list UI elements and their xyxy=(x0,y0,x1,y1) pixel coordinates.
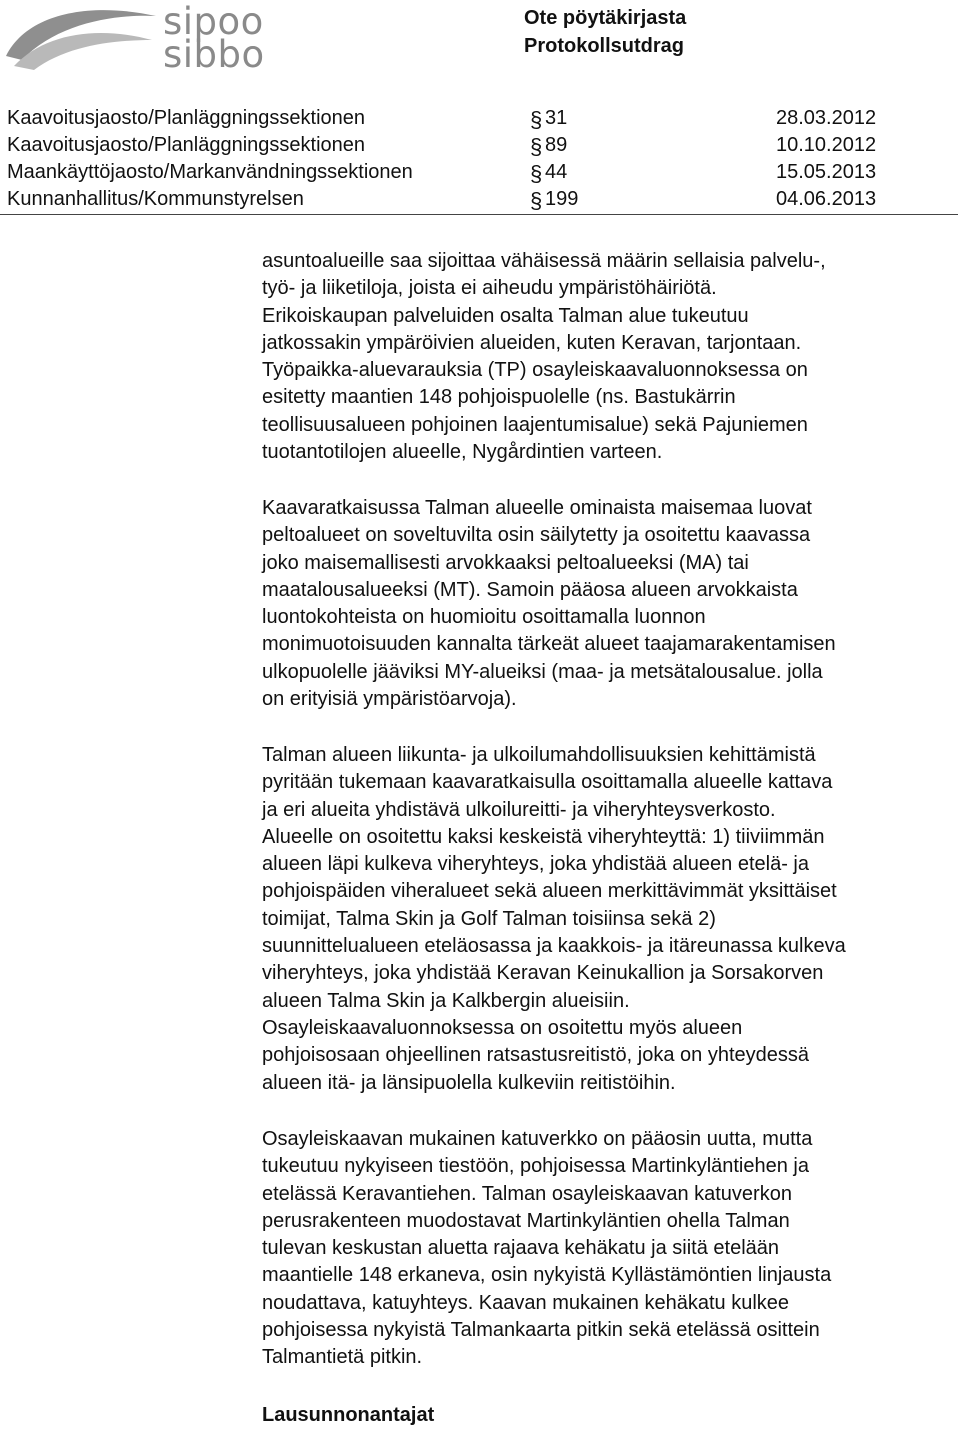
meeting-date: 15.05.2013 xyxy=(776,161,877,183)
document-type-finnish: Ote pöytäkirjasta xyxy=(524,7,687,29)
section-sign-icon xyxy=(530,132,544,159)
paragraph-number: 31 xyxy=(545,107,568,129)
meeting-row xyxy=(7,105,957,132)
meeting-row xyxy=(7,159,957,186)
section-sign-icon xyxy=(530,105,544,132)
paragraph-number: 89 xyxy=(545,134,568,156)
svg-text:§: § xyxy=(530,107,543,132)
paragraph-number: 44 xyxy=(545,161,568,183)
logo-text-swedish: sibbo xyxy=(163,33,265,76)
meeting-date: 04.06.2013 xyxy=(776,188,877,210)
meeting-date: 10.10.2012 xyxy=(776,134,877,156)
body-paragraph: Kaavaratkaisussa Talman alueelle ominaista maisemaa luovat peltoalueet on soveltuvilta osin säilytetty ja osoitettu kaavassa joko maisemallisesti arvokkaaksi peltoalueeksi (MA) tai maatalousalueeksi (MT). Samoin pääosa alueen arvokkaista luontokohteista on huomioitu osoittamalla luonnon monimuotoisuuden kannalta tärkeät alueet taajamarakentamisen ulkopuolelle jääviksi MY-alueiksi (maa- ja metsätalousalue. jolla on erityisiä ympäristöarvoja). xyxy=(262,497,836,711)
svg-text:§: § xyxy=(530,161,543,186)
meeting-row xyxy=(7,132,957,159)
section-heading: Lausunnonantajat xyxy=(262,1404,435,1426)
body-paragraph: asuntoalueille saa sijoittaa vähäisessä määrin sellaisia palvelu-, työ- ja liiketiloja, joista ei aiheudu ympäristöhäiriötä. Erikoiskaupan palveluiden osalta Talman alue tukeutuu jatkossakin ympäröivien alueiden, kuten Keravan, tarjontaan. Työpaikka-aluevarauksia (TP) osayleiskaavaluonnoksessa on esitetty maantien 148 pohjoispuolelle (ns. Bastukärrin teollisuusalueen pohjoinen laajentumisalue) sekä Pajuniemen tuotantotilojen alueelle, Nygårdintien varteen. xyxy=(262,250,826,464)
body-paragraph: Talman alueen liikunta- ja ulkoilumahdollisuuksien kehittämistä pyritään tukemaan kaavaratkaisulla osoittamalla alueelle kattava ja eri alueita yhdistävä ulkoilureitti- ja viheryhteysverkosto. Alueelle on osoitettu kaksi keskeistä viheryhteyttä: 1) tiiviimmän alueen läpi kulkeva viheryhteys, joka yhdistää alueen etelä- ja pohjoispäiden viheralueet sekä alueen merkittävimmät yksittäiset toimijat, Talma Skin ja Golf Talman toisiinsa sekä 2) suunnittelualueen eteläosassa ja kaakkois- ja itäreunassa kulkeva viheryhteys, joka yhdistää Keravan Keinukallion ja Sorsakorven alueen Talma Skin ja Kalkbergin alueisiin. Osayleiskaavaluonnoksessa on osoitettu myös alueen pohjoisosaan ohjeellinen ratsastusreitistö, joka on yhteydessä alueen itä- ja länsipuolella kulkeviin reitistöihin. xyxy=(262,744,846,1094)
svg-text:§: § xyxy=(530,134,543,159)
logo-swoosh-icon xyxy=(0,0,165,72)
meeting-body: Kaavoitusjaosto/Planläggningssektionen xyxy=(7,107,366,129)
meeting-body: Maankäyttöjaosto/Markanvändningssektionen xyxy=(7,161,413,183)
section-sign-icon xyxy=(530,159,544,186)
body-paragraph: Osayleiskaavan mukainen katuverkko on pääosin uutta, mutta tukeutuu nykyiseen tiestöön, pohjoisessa Martinkyläntiehen ja etelässä Keravantiehen. Talman osayleiskaavan katuverkon perusrakenteen muodostavat Martinkyläntien ohella Talman tulevan keskustan aluetta rajaava kehäkatu ja siitä etelään maantielle 148 erkaneva, osin nykyistä Kyllästämöntien linjausta noudattava, katuyhteys. Kaavan mukainen kehäkatu kulkee pohjoisessa nykyistä Talmankaarta pitkin sekä etelässä osittein Talmantietä pitkin. xyxy=(262,1128,832,1369)
meeting-row xyxy=(7,186,957,213)
meeting-date: 28.03.2012 xyxy=(776,107,877,129)
document-type-swedish: Protokollsutdrag xyxy=(524,35,685,57)
meeting-body: Kaavoitusjaosto/Planläggningssektionen xyxy=(7,134,366,156)
logo-text-finnish: sipoo xyxy=(163,0,264,43)
meeting-body: Kunnanhallitus/Kommunstyrelsen xyxy=(7,188,304,210)
header-divider xyxy=(0,214,958,215)
sipoo-sibbo-logo xyxy=(0,0,270,80)
section-sign-icon xyxy=(530,186,544,213)
svg-text:§: § xyxy=(530,188,543,213)
paragraph-number: 199 xyxy=(545,188,579,210)
